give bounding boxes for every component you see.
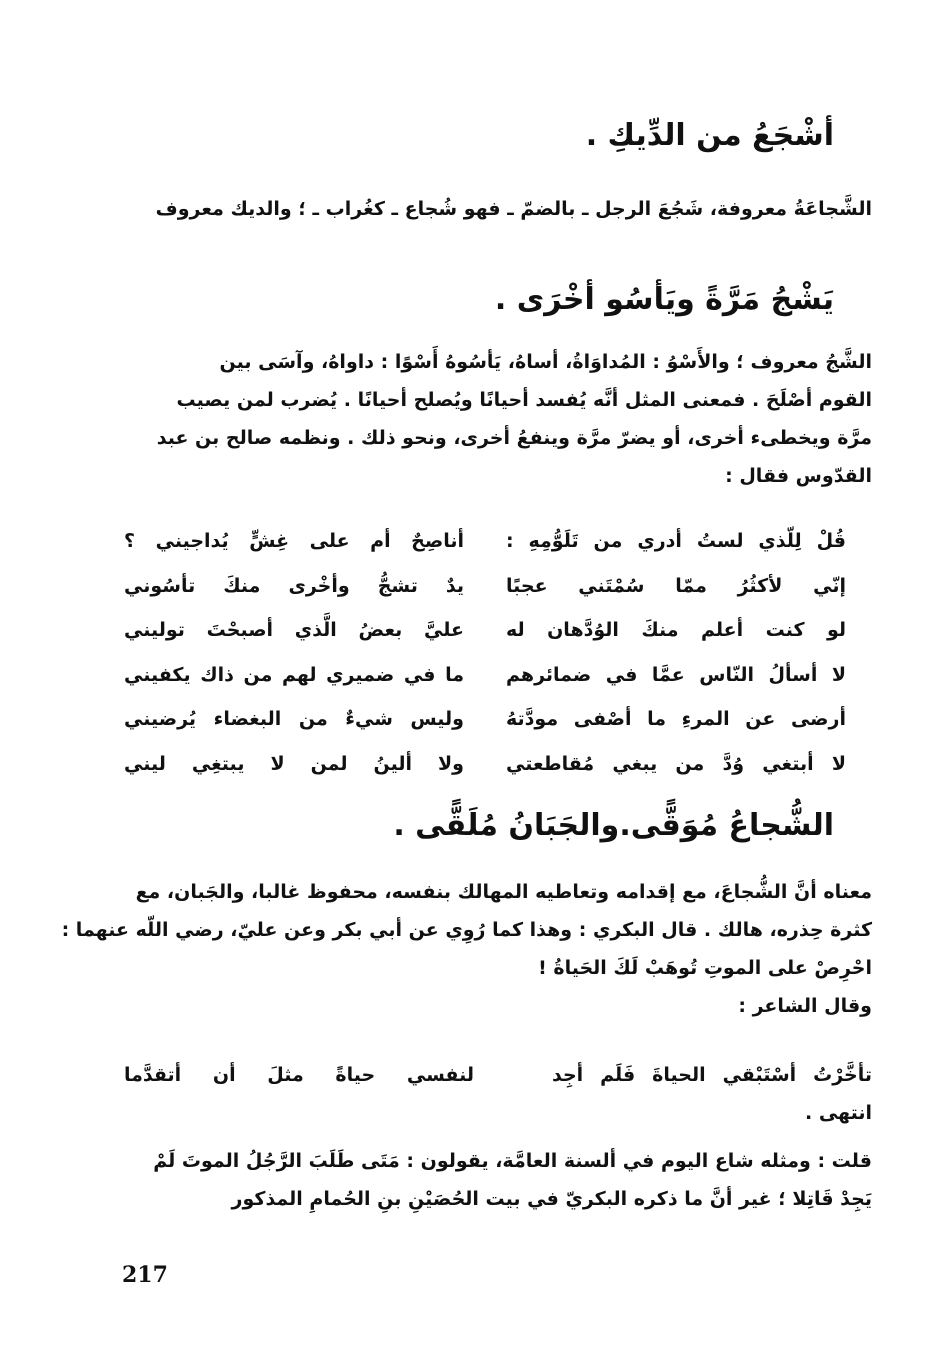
poem-verse [124, 697, 846, 742]
verse-first-hemistich: قُلْ لِلّذي لستُ أدري من تَلَوُّمِهِ : [506, 530, 846, 553]
poem-verse [124, 564, 846, 609]
poem-verse [124, 653, 846, 698]
paragraph-shajaa-definition [124, 190, 872, 228]
paragraph-intaha: انتهى . [804, 1102, 872, 1124]
paragraph-line: قلت : ومثله شاع اليوم في ألسنة العامَّة، يقولون : مَتَى طَلَبَ الرَّجُلُ الموتَ لَمْ [153, 1150, 872, 1172]
verse-first-hemistich: إنّي لأكثُرُ ممّا سُمْتَني عجبًا [506, 574, 846, 597]
verse-second-hemistich: يدٌ تشجُّ وأخْرى منكَ تأسُوني [124, 574, 464, 597]
heading-ashja-min-al-dik: أشْجَعُ من الدِّيكِ . [585, 118, 834, 153]
paragraph-shajj-explanation [124, 343, 872, 495]
verse-second-hemistich: ولا ألينُ لمن لا يبتغِي ليني [124, 752, 464, 775]
poem-verse [124, 519, 846, 564]
page-number: 217 [122, 1262, 168, 1288]
verse-second-hemistich: أناصِحٌ أم على غِشٍّ يُداجيني ؟ [124, 530, 464, 553]
verse-second-hemistich: لنفسي حياةً مثلَ أن أتقدَّما [124, 1064, 474, 1087]
poem-verse [124, 1053, 872, 1098]
paragraph-line: القوم أصْلَحَ . فمعنى المثل أنَّه يُفسد أحيانًا ويُصلح أحيانًا . يُضرب لمن يصيب [176, 389, 872, 411]
verse-first-hemistich: لو كنت أعلم منكَ الوُدَّهان له [506, 619, 846, 642]
heading-yashujju-marratan: يَشْجُ مَرَّةً ويَأسُو أخْرَى . [494, 282, 834, 317]
verse-second-hemistich: ما في ضميري لهم من ذاك يكفيني [124, 663, 464, 686]
paragraph-qultu [124, 1142, 872, 1218]
poem-verse [124, 742, 846, 787]
verse-first-hemistich: أرضى عن المرءِ ما أصْفى مودَّتهُ [506, 708, 846, 731]
paragraph-line: وقال الشاعر : [738, 995, 872, 1017]
paragraph-line: كثرة حِذره، هالك . قال البكري : وهذا كما رُوِي عن أبي بكر وعن عليّ، رضي اللّه عنهما : [61, 919, 872, 941]
paragraph-line: احْرِصْ على الموتِ تُوهَبْ لَكَ الحَياةُ ! [538, 957, 872, 979]
paragraph-line: معناه أنَّ الشُّجاعَ، مع إقدامه وتعاطيه المهالك بنفسه، محفوظ غالبا، والجَبان، مع [135, 881, 872, 903]
paragraph-line: مرَّة ويخطىء أخرى، أو يضرّ مرَّة وينفعُ أخرى، ونحو ذلك . ونظمه صالح بن عبد [156, 427, 872, 449]
poem-salih-ibn-abd-al-quddus [124, 519, 846, 786]
verse-first-hemistich: تأخَّرْتُ أسْتَبْقي الحياةَ فَلَم أجِد [552, 1064, 872, 1087]
verse-al-shair [124, 1053, 872, 1098]
paragraph-line: الشَّجاعَةُ معروفة، شَجُعَ الرجل ـ بالضمّ ـ فهو شُجاع ـ كغُراب ـ ؛ والديك معروف [155, 198, 872, 220]
verse-second-hemistich: عليَّ بعضُ الَّذي أصبحْتَ توليني [124, 619, 464, 642]
verse-second-hemistich: وليس شيءٌ من البغضاء يُرضيني [124, 708, 464, 731]
verse-first-hemistich: لا أبتغي وُدَّ من يبغي مُقاطعتي [506, 752, 846, 775]
paragraph-line: الشَّجُ معروف ؛ والأَسْوُ : المُداوَاةُ، أساهُ، يَأسُوهُ أَسْوًا : داواهُ، وآسَى بين [219, 351, 872, 373]
paragraph-line: يَجِدْ قَاتِلا ؛ غير أنَّ ما ذكره البكريّ في بيت الحُصَيْنِ بنِ الحُمامِ المذكور [231, 1188, 872, 1210]
paragraph-line: القدّوس فقال : [725, 465, 872, 487]
poem-verse [124, 608, 846, 653]
heading-al-shujaa-muwaqqa: الشُّجاعُ مُوَقًّى.والجَبَانُ مُلَقًّى . [393, 808, 834, 843]
paragraph-shujaa-meaning [61, 873, 872, 1025]
verse-first-hemistich: لا أسألُ النّاس عمَّا في ضمائرهم [506, 663, 846, 686]
